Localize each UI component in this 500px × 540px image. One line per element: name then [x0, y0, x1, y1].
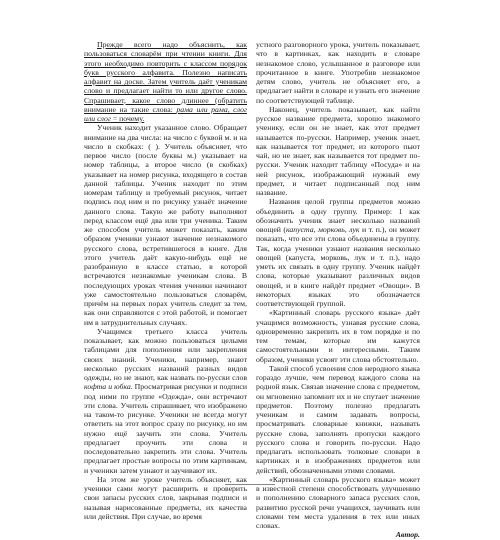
- right-column: [256, 40, 420, 540]
- author-signature: Автор.: [395, 530, 420, 540]
- paragraph: «Картинный словарь русского языка» может в известной степени способствовать улучшению и пополнению словарного запаса русских слов, развитию русской речи учащихся, заучивать или словами тем места удаления в тех или иных словах.: [256, 474, 420, 530]
- paragraph: На этом же уроке учитель объясняет, как ученики сами могут расширить и проверить свои запасы русских слов, закрывая подписи и называя нарисованные предметы, их качества или действия. При случае, во время: [84, 474, 247, 521]
- italic-text: капуста, морковь, лук: [285, 225, 360, 234]
- underlined-text-tail: = почему.: [110, 114, 145, 123]
- paragraph-continued: устного разговорного урока, учитель показывает, что в картинках, как находить в словаре незнакомое слово, услышанное в разговоре или прочитанное в книге. Употребив незнакомое детям слово, учитель не объясняет его, а предлагает найти в словаре и узнать его значение по соответствующей таблице.: [256, 40, 420, 105]
- underlined-text: Прежде всего надо объяснить, как пользоваться словарём при чтении книги. Для этого необходимо повторить с классом порядок букв русского алфавита. Полезно написать алфавит на доске. Затем учитель даёт ученикам слово и предлагает найти то или другое слово. Спрашивает, какое слово длиннее (обратить внимание на такие слова:: [84, 40, 247, 114]
- paragraph-text-tail: и т. п.), он может показать, что все эти слова объединены в группу. Так, когда ученики узнают названия несколько овощей (капуста, морковь, лук и т. п.), надо уметь их связать в одну группу. Ученик найдёт слова, которые указывают различных видов овощей, и в книге найдёт предмет «Овощи». В некоторых языках это обозначается соответствующей группой.: [256, 225, 420, 308]
- paragraph: [256, 197, 420, 308]
- paragraph: Наконец, учитель показывает, как найти русское название предмета, хорошо знакомого ученику, если он не знает, как этот предмет называется по-русски. Например, ученик знает, как называется тот предмет, из которого пьют чай, но не знает, как называется тот предмет по-русски. Ученик находит таблицу «Посуда» и на ней рисунок, изображающий нужный ему предмет, и читает подписанный под ним название.: [256, 104, 420, 197]
- left-column: [84, 40, 247, 521]
- italic-text: кофта и юбка: [84, 382, 131, 392]
- paragraph: «Картинный словарь русского языка» даёт учащимся возможность, узнавая русские слова, одновременно закрепить их в том порядке и по тем темам, которые им кажутся самостоятельными и интересными. Таким образом, ученики усвоят эти слова обстоятельно.: [256, 308, 420, 364]
- paragraph: [84, 327, 247, 475]
- paragraph-text: Учащимся третьего класса учитель показывает, как можно пользоваться целыми таблицами для пополнения или закрепления своих знаний. Ученики, например, знают несколько русских названий разных видов одежды, но не знают, как назвать по-русски слов: [84, 326, 247, 382]
- paragraph-text-tail: . Просматривая рисунки и подписи под ними по группе «Одежда», они встречают эти слова. Учитель спрашивает, что изображено на таком-то рисунке. Ученики не всегда могут ответить на этот вопрос сразу по рисунку, но им нужно ещё заучить эти слова. Учитель предлагает проучить эти слова и последовательно закрепить эти слова. Учитель предлагает простые вопросы по этим картинкам, и ученики затем узнают и заучивают их.: [84, 382, 247, 475]
- paragraph: Ученик находит указанное слово. Обращает внимание на два числа: на число с буквой м. и на число в скобках: ( ). Учитель объясняет, что первое число (после буквы м.) указывает на номер таблицы, а второе число (в скобках) указывает на номер рисунка, входящего в состав данной таблицы. Ученик находит по этим номерам таблицу и требуемый рисунок, читает подпись под ним и по рисунку узнаёт значение данного слова. Такую же работу выполняют перед классом ещё два или три ученика. Таким же способом учитель может показать, каким образом ученики узнают значение незнакомого русского слова, встретившегося в книге. Для этого учитель даёт какую-нибудь ещё не разобранную в классе статью, в которой встречаются незнакомые ученикам слова. В последующих уроках чтения ученики начинают уже самостоятельно пользоваться словарём, причём на первых порах учитель следит за тем, как они справляются с этой работой, и помогает им в затруднительных случаях.: [84, 123, 247, 327]
- paragraph: [84, 40, 247, 123]
- italic-underlined-text: рама или рама, слог или слог: [84, 104, 247, 123]
- footer-divider: [225, 484, 275, 485]
- paragraph: Такой способ усвоения слов неродного языка гораздо лучше, чем перевод каждого слова на родной язык. Связав значение слова с предметом, он мгновенно запомнит их и не спутает значение предметов. Поэтому полезно предлагать ученикам и самим задавать вопросы, просматривать словарные книжки, называть русские слова, заполнять пропуски каждого русского слова и говорить по-русски. Надо предлагать использовать толковые словари в картинках и в изображениях предметов или действий, обозначенными этими словами.: [256, 363, 420, 475]
- paragraph-text: Названия целой группы предметов можно объединить в одну группу. Пример: 1 как обозначить ученик знает несколько названий овощей (: [256, 197, 420, 234]
